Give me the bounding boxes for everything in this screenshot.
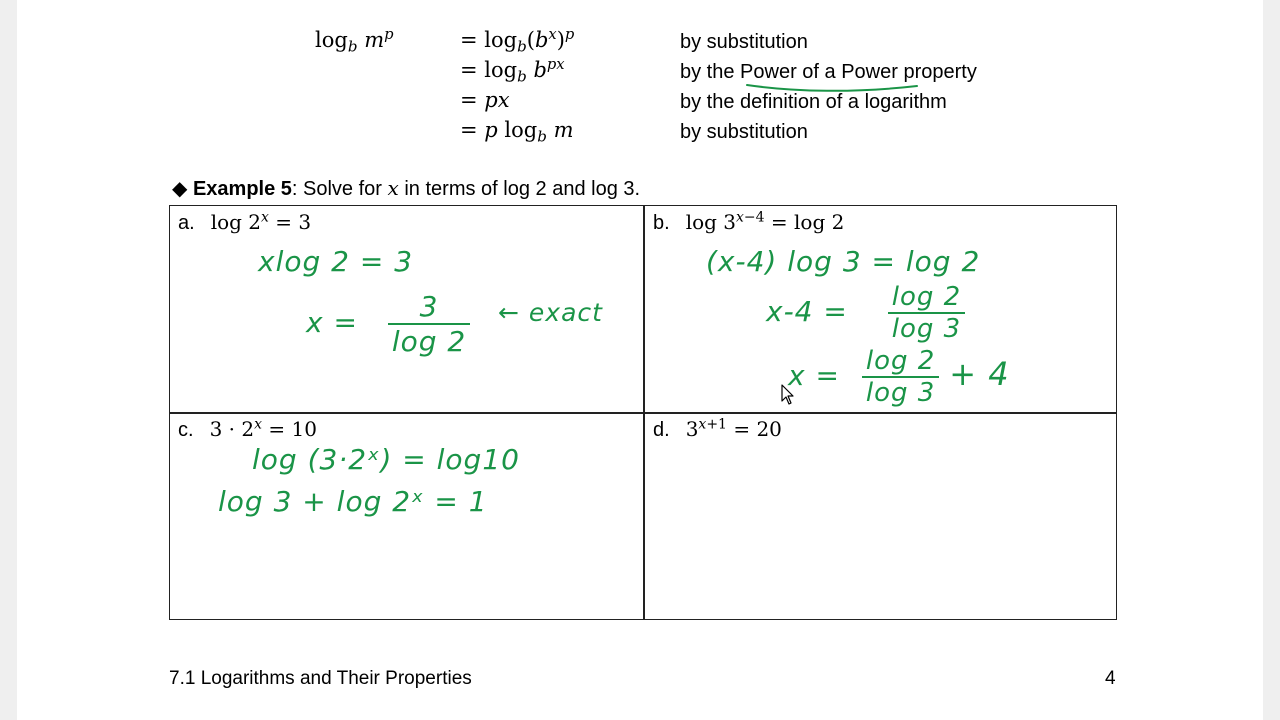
handwriting-a-line1: xlog 2 = 3	[258, 245, 414, 278]
proof-step-3: = px	[460, 88, 510, 112]
handwriting-a-line2: x = $\frac{3}{\log 2}$	[306, 290, 470, 358]
proof-reason-3: by the definition of a logarithm	[680, 91, 947, 113]
power-of-a-power-emphasis: Power of a Power	[740, 61, 898, 83]
footer-section-title: 7.1 Logarithms and Their Properties	[169, 668, 472, 689]
example-number: Example 5	[192, 178, 292, 200]
problem-a: a. $\log 2^x = 3$	[178, 209, 312, 234]
mouse-pointer-icon	[781, 384, 795, 406]
grid-horizontal-divider	[170, 412, 1116, 414]
proof-step-4: = p $\log_b m$	[460, 118, 574, 146]
footer-page-number: 4	[1105, 668, 1116, 689]
proof-reason-4: by substitution	[680, 121, 808, 143]
handwriting-b-line3: x = $\frac{\log 2}{\log 3}$ + 4	[788, 346, 1010, 408]
proof-step-1: = $\log_b(b^x)^p$	[460, 25, 575, 56]
proof-step-2: = $\log_b b^{px}$	[460, 55, 565, 86]
problem-b: b. $\log 3^{x-4} = \log 2$	[653, 209, 845, 234]
handwriting-a-note: ← exact	[498, 298, 603, 327]
handwriting-b-line1: (x-4) log 3 = log 2	[706, 245, 981, 278]
handwriting-b-line2: x-4 = $\frac{\log 2}{\log 3}$	[766, 282, 965, 344]
problem-c: c. $3 \cdot 2^x = 10$	[178, 416, 317, 441]
proof-lhs: $\log_b m^p$	[315, 25, 394, 56]
handwriting-c-line2: log 3 + log 2ˣ = 1	[218, 485, 488, 518]
problem-d: d. $3^{x+1} = 20$	[653, 416, 782, 441]
diamond-bullet-icon: ◆	[172, 178, 188, 200]
handwriting-c-line1: log (3·2ˣ) = log10	[252, 443, 520, 476]
proof-reason-2: by the Power of a Power property	[680, 61, 977, 83]
proof-reason-1: by substitution	[680, 31, 808, 53]
example-heading: ◆ Example 5: Solve for x in terms of log 2 and log 3.	[172, 176, 641, 200]
